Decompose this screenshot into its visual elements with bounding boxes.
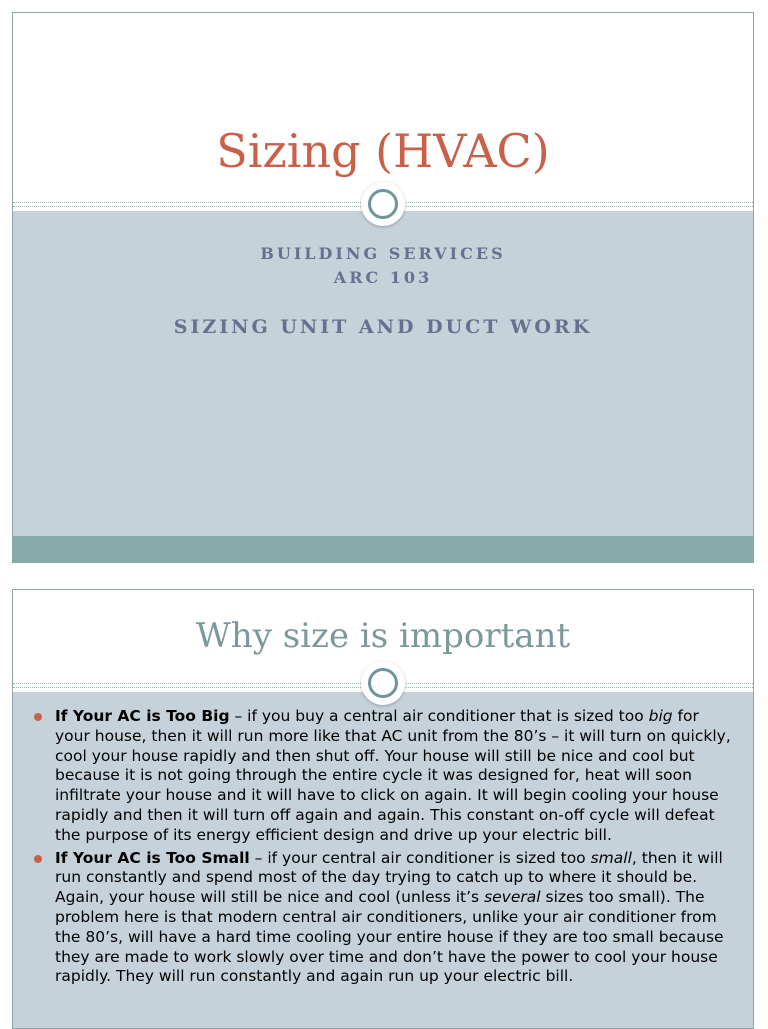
bullet-item — [33, 849, 731, 988]
bullet-emphasis: big — [648, 707, 673, 725]
bullet-lead: If Your AC is Too Big — [55, 707, 230, 725]
bullet-text: , then it will run constantly and spend most of the day trying to catch up to where it should be. Again, your house will still be nice and cool (unless it’s — [55, 848, 723, 907]
slide-content — [12, 589, 754, 1029]
bullet-icon — [34, 713, 42, 721]
ring-icon — [361, 182, 405, 226]
bullet-text: sizes too small). The problem here is that modern central air conditioners, unlike your air conditioner from the 80’s, will have a hard time cooling your entire house if they are too small because they are made to work slowly over time and don’t have the power to cool your house rapidly. They will run constantly and again run up your electric bill. — [55, 888, 724, 986]
slide-title — [12, 12, 754, 563]
bullet-text: for your house, then it will run more like that AC unit from the 80’s – it will turn on quickly, cool your house rapidly and then shut off. Your house will still be nice and cool but because it is not going through the entire cycle it was designed for, heat will soon infiltrate your house and it will have to click on again. It will begin cooling your house rapidly and then it will turn off again and again. This constant on-off cycle will defeat the purpose of its energy efficient design and drive up your electric bill. — [55, 707, 731, 844]
course-subtitle — [13, 242, 753, 290]
bullet-icon — [34, 855, 42, 863]
bullet-emphasis: small — [590, 848, 632, 867]
title-area — [13, 13, 753, 205]
course-code: ARC 103 — [333, 268, 433, 287]
topic-subtitle: SIZING UNIT AND DUCT WORK — [173, 316, 593, 338]
bullet-text: – if your central air conditioner is sized too — [249, 848, 591, 867]
bullet-lead: If Your AC is Too Small — [55, 848, 250, 867]
slide-title-text: Why size is important — [195, 616, 571, 656]
bullet-text: – if you buy a central air conditioner that is sized too — [229, 707, 649, 725]
bullet-item — [33, 707, 731, 846]
bullet-emphasis: several — [484, 888, 541, 907]
slide-title-text: Sizing (HVAC) — [216, 124, 550, 178]
course-name: BUILDING SERVICES — [260, 244, 506, 263]
ring-icon — [361, 661, 405, 705]
bottom-bar — [13, 536, 753, 562]
bullet-list — [33, 707, 731, 990]
